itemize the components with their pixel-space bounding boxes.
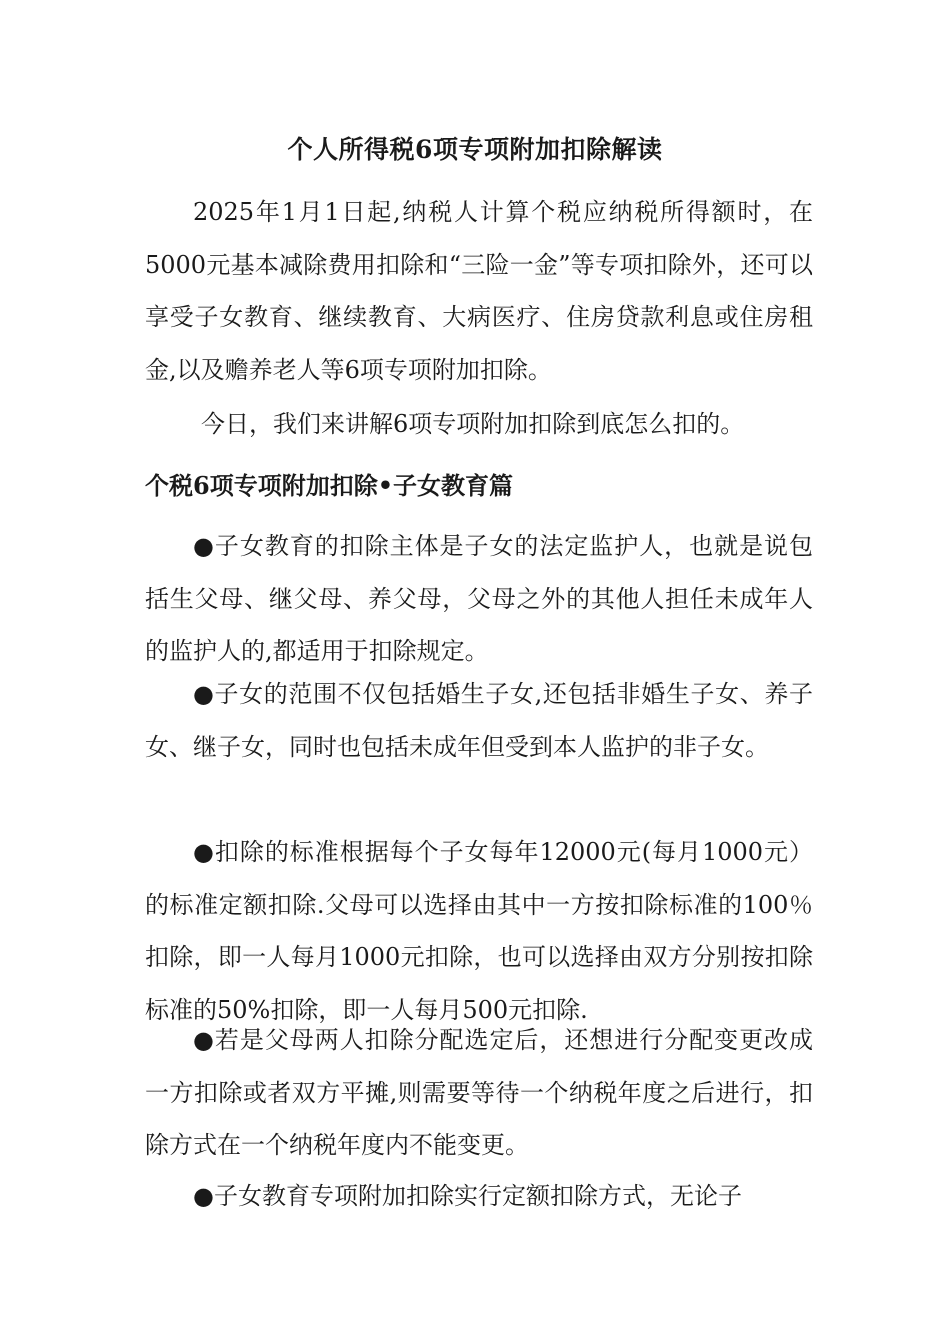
bullet-paragraph-5: ●子女教育专项附加扣除实行定额扣除方式，无论子 [193,1182,742,1210]
bullet-paragraph-3: ●扣除的标准根据每个子女每年12000元(每月1000元）的标准定额扣除.父母可以选择由其中一方按扣除标准的100％扣除，即一人每月1000元扣除，也可以选择由双方分别按扣除标准的50%扣除，即一人每月500元扣除. [145,838,813,1024]
bullet-paragraph-2: ●子女的范围不仅包括婚生子女,还包括非婚生子女、养子女、继子女，同时也包括未成年但受到本人监护的非子女。 [145,680,813,761]
lead-paragraph: 今日，我们来讲解6项专项附加扣除到底怎么扣的。 [201,410,745,438]
bullet-paragraph-4: ●若是父母两人扣除分配选定后，还想进行分配变更改成一方扣除或者双方平摊,则需要等待一个纳税年度之后进行，扣除方式在一个纳税年度内不能变更。 [145,1026,813,1159]
bullet-paragraph-1: ●子女教育的扣除主体是子女的法定监护人，也就是说包括生父母、继父母、养父母，父母之外的其他人担任未成年人的监护人的,都适用于扣除规定。 [145,532,813,665]
document-title: 个人所得税6项专项附加扣除解读 [287,135,663,164]
intro-paragraph: 2025年1月1日起,纳税人计算个税应纳税所得额时，在5000元基本减除费用扣除和“三险一金”等专项扣除外，还可以享受子女教育、继续教育、大病医疗、住房贷款利息或住房租金,以及赡养老人等6项专项附加扣除。 [145,198,813,384]
section-heading: 个税6项专项附加扣除•子女教育篇 [145,471,514,500]
